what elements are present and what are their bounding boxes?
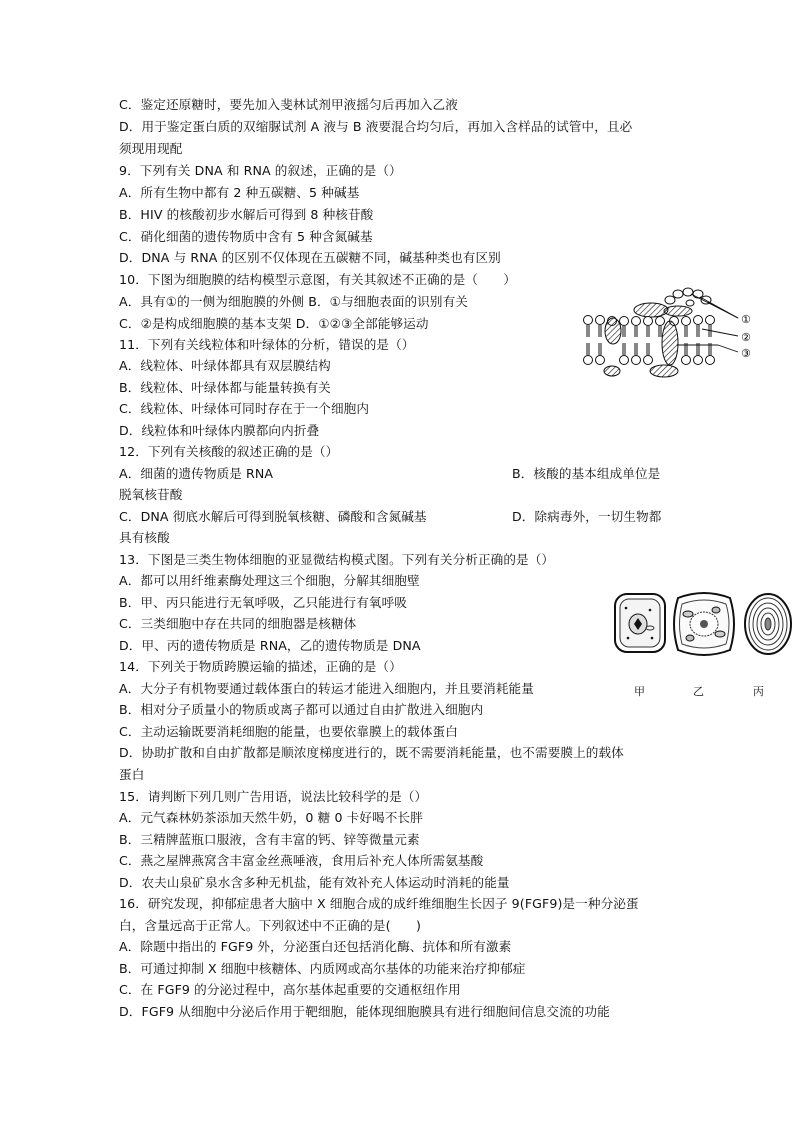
caption-yi: 乙	[693, 685, 704, 698]
q9-option-a: A．所有生物中都有 2 种五碳糖、5 种碱基	[119, 185, 360, 200]
q12-option-b-line2: 脱氧核苷酸	[119, 487, 183, 502]
phospholipid-upper-layer	[584, 316, 715, 326]
phospholipid-lower-layer	[584, 356, 715, 365]
q10-option-ab: A．具有①的一侧为细胞膜的外侧 B．①与细胞表面的识别有关	[119, 294, 468, 309]
label-1: ①	[741, 313, 751, 326]
q8-option-d-line2: 须现用现配	[119, 141, 183, 156]
q9-option-c: C．硝化细菌的遗传物质中含有 5 种含氮碱基	[119, 229, 373, 244]
q11-option-a: A．线粒体、叶绿体都具有双层膜结构	[119, 358, 331, 373]
q13-option-c: C．三类细胞中存在共同的细胞器是核糖体	[119, 616, 357, 631]
q9-option-b: B．HIV 的核酸初步水解后可得到 8 种核苷酸	[119, 207, 374, 222]
q12-stem: 12．下列有关核酸的叙述正确的是（）	[119, 444, 339, 459]
q16-option-b: B．可通过抑制 X 细胞中核糖体、内质网或高尔基体的功能来治疗抑郁症	[119, 961, 526, 976]
q16-option-d: D．FGF9 从细胞中分泌后作用于靶细胞，能体现细胞膜具有进行细胞间信息交流的功能	[119, 1004, 610, 1019]
q15-option-c: C．燕之屋牌燕窝含丰富金丝燕唾液，食用后补充人体所需氨基酸	[119, 853, 484, 868]
q10-stem: 10．下图为细胞膜的结构模型示意图，有关其叙述不正确的是（ ）	[119, 272, 517, 287]
membrane-proteins	[604, 318, 678, 377]
q16-option-c: C．在 FGF9 的分泌过程中，高尔基体起重要的交通枢纽作用	[119, 982, 461, 997]
q15-option-b: B．三精牌蓝瓶口服液，含有丰富的钙、锌等微量元素	[119, 832, 420, 847]
q8-option-c: C．鉴定还原糖时，要先加入斐林试剂甲液摇匀后再加入乙液	[119, 97, 458, 112]
q15-option-a: A．元气森林奶茶添加天然牛奶，0 糖 0 卡好喝不长胖	[119, 810, 423, 825]
q9-option-d: D．DNA 与 RNA 的区别不仅体现在五碳糖不同，碱基种类也有区别	[119, 250, 501, 265]
q11-stem: 11．下列有关线粒体和叶绿体的分析，错误的是（）	[119, 337, 415, 352]
q15-option-d: D．农夫山泉矿泉水含多种无机盐，能有效补充人体运动时消耗的能量	[119, 875, 510, 890]
caption-jia: 甲	[634, 685, 645, 698]
q11-option-b: B．线粒体、叶绿体都与能量转换有关	[119, 380, 331, 395]
q16-option-a: A．除题中指出的 FGF9 外，分泌蛋白还包括消化酶、抗体和所有激素	[119, 939, 512, 954]
label-3: ③	[741, 347, 751, 360]
q10-option-cd: C．②是构成细胞膜的基本支架 D．①②③全部能够运动	[119, 316, 429, 331]
q11-option-d: D．线粒体和叶绿体内膜都向内折叠	[119, 423, 320, 438]
q13-stem: 13．下图是三类生物体细胞的亚显微结构模式图。下列有关分析正确的是（）	[119, 552, 555, 567]
q11-option-c: C．线粒体、叶绿体可同时存在于一个细胞内	[119, 401, 370, 416]
q12-option-a: A．细菌的遗传物质是 RNA	[119, 466, 274, 481]
glycocalyx-chain	[665, 288, 711, 306]
q14-option-a: A．大分子有机物要通过载体蛋白的转运才能进入细胞内，并且要消耗能量	[119, 681, 534, 696]
q9-stem: 9．下列有关 DNA 和 RNA 的叙述，正确的是（）	[119, 163, 402, 178]
surface-protein	[634, 303, 692, 317]
label-2: ②	[741, 331, 751, 344]
q8-option-d-line1: D．用于鉴定蛋白质的双缩脲试剂 A 液与 B 液要混合均匀后，再加入含样品的试管中，且必	[119, 119, 633, 134]
q14-option-d-line1: D．协助扩散和自由扩散都是顺浓度梯度进行的，既不需要消耗能量，也不需要膜上的载体	[119, 745, 624, 760]
q12-option-d-line1: D．除病毒外，一切生物都	[512, 509, 662, 524]
caption-bing: 丙	[753, 685, 764, 698]
q12-option-b-line1: B．核酸的基本组成单位是	[512, 466, 661, 481]
cell-membrane-diagram	[578, 285, 764, 395]
cell-yi	[674, 593, 734, 655]
q14-stem: 14．下列关于物质跨膜运输的描述，正确的是（）	[119, 659, 402, 674]
cell-bing	[745, 594, 791, 654]
q16-stem-line1: 16．研究发现，抑郁症患者大脑中 X 细胞合成的成纤维细胞生长因子 9(FGF9)是一种分泌蛋	[119, 896, 639, 911]
q14-option-b: B．相对分子质量小的物质或离子都可以通过自由扩散进入细胞内	[119, 702, 484, 717]
q14-option-c: C．主动运输既要消耗细胞的能量，也要依靠膜上的载体蛋白	[119, 724, 458, 739]
q12-option-d-line2: 具有核酸	[119, 530, 170, 545]
q15-stem: 15．请判断下列几则广告用语，说法比较科学的是（）	[119, 789, 428, 804]
three-cells-diagram	[612, 588, 794, 660]
q13-option-a: A．都可以用纤维素酶处理这三个细胞，分解其细胞壁	[119, 573, 420, 588]
cell-jia	[615, 594, 665, 652]
q14-option-d-line2: 蛋白	[119, 767, 145, 782]
q13-option-b: B．甲、丙只能进行无氧呼吸，乙只能进行有氧呼吸	[119, 595, 408, 610]
q13-option-d: D．甲、丙的遗传物质是 RNA，乙的遗传物质是 DNA	[119, 638, 421, 653]
q16-stem-line2: 白，含量远高于正常人。下列叙述中不正确的是( )	[119, 918, 421, 933]
q12-option-c: C．DNA 彻底水解后可得到脱氧核糖、磷酸和含氮碱基	[119, 509, 427, 524]
